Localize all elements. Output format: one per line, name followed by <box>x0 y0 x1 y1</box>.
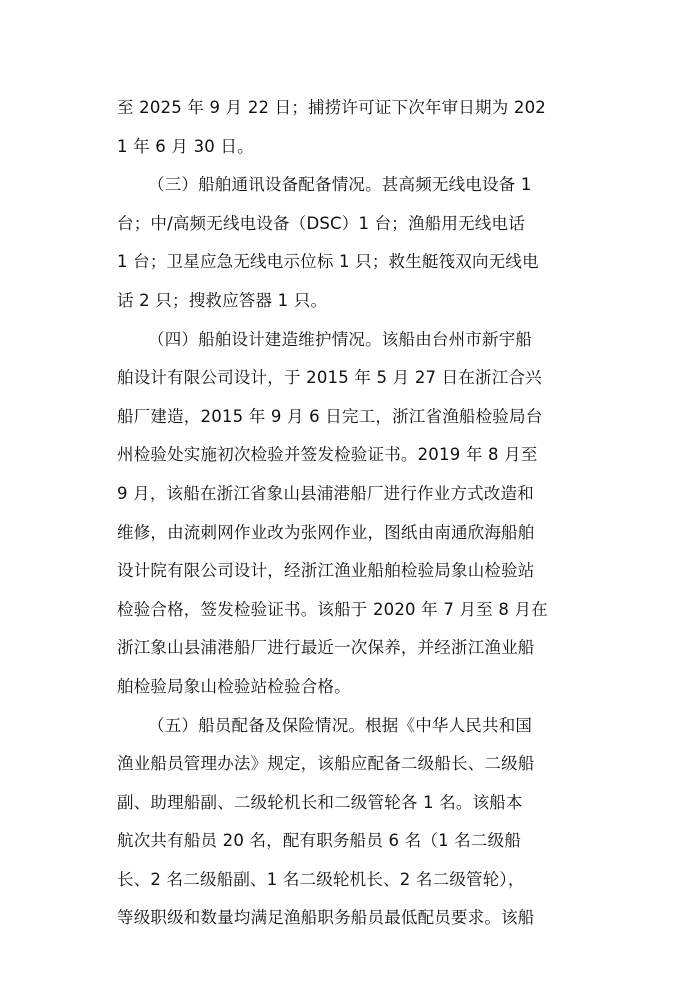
text-line: 州检验处实施初次检验并签发检验证书。2019 年 8 月至 <box>117 445 538 465</box>
text-line: 话 2 只；搜救应答器 1 只。 <box>117 290 328 310</box>
text-line: 9 月，该船在浙江省象山县浦港船厂进行作业方式改造和 <box>117 483 534 503</box>
text-line: 副、助理船副、二级轮机长和二级管轮各 1 名。该船本 <box>117 792 523 812</box>
section-heading-line: （五）船员配备及保险情况。根据《中华人民共和国 <box>148 715 533 735</box>
section-heading-line: （四）船舶设计建造维护情况。该船由台州市新宇船 <box>148 329 533 349</box>
text-line: 航次共有船员 20 名，配有职务船员 6 名（1 名二级船 <box>117 831 522 851</box>
body-text <box>117 89 617 938</box>
text-line: 长、2 名二级船副、1 名二级轮机长、2 名二级管轮）， <box>117 869 525 889</box>
text-line: 1 年 6 月 30 日。 <box>117 136 254 156</box>
section-heading-line: （三）船舶通讯设备配备情况。甚高频无线电设备 1 <box>148 175 532 195</box>
text-line: 船厂建造，2015 年 9 月 6 日完工，浙江省渔船检验局台 <box>117 406 543 426</box>
text-line: 至 2025 年 9 月 22 日；捕捞许可证下次年审日期为 202 <box>117 98 546 117</box>
text-line: 检验合格，签发检验证书。该船于 2020 年 7 月至 8 月在 <box>117 599 548 619</box>
text-line: 渔业船员管理办法》规定，该船应配备二级船长、二级船 <box>117 754 535 774</box>
text-line: 等级职级和数量均满足渔船职务船员最低配员要求。该船 <box>117 908 535 928</box>
text-line: 维修，由流刺网作业改为张网作业，图纸由南通欣海船舶 <box>117 522 535 542</box>
text-line: 台；中/高频无线电设备（DSC）1 台；渔船用无线电话 <box>117 213 525 233</box>
text-line: 设计院有限公司设计，经浙江渔业船舶检验局象山检验站 <box>117 561 535 581</box>
text-line: 浙江象山县浦港船厂进行最近一次保养，并经浙江渔业船 <box>117 638 535 658</box>
text-line: 舶检验局象山检验站检验合格。 <box>117 676 351 696</box>
text-line: 1 台；卫星应急无线电示位标 1 只；救生艇筏双向无线电 <box>117 252 539 272</box>
text-line: 舶设计有限公司设计，于 2015 年 5 月 27 日在浙江合兴 <box>117 368 542 388</box>
